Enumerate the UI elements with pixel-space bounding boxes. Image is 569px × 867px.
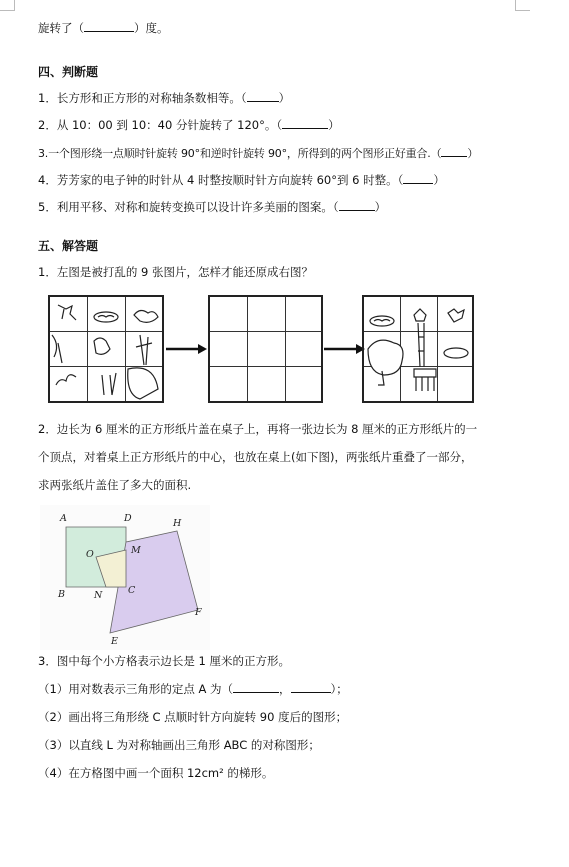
- section4-title: 四、判断题: [38, 65, 99, 79]
- answer-blank[interactable]: [233, 681, 279, 693]
- restored-picture: [364, 297, 472, 401]
- answer-blank[interactable]: [291, 681, 331, 693]
- label-O: O: [86, 549, 94, 560]
- q3-part-1: [38, 681, 348, 697]
- label-F: F: [195, 607, 202, 618]
- judge-item-3: [38, 145, 478, 162]
- label-N: N: [94, 590, 103, 601]
- answer-blank[interactable]: [441, 145, 467, 157]
- q3-part-1-prefix: （1）用对数表示三角形的定点 A 为（: [38, 682, 233, 696]
- scrambled-picture-pieces: [50, 297, 162, 401]
- judge-item-4-text: 4．芳芳家的电子钟的时针从 4 时整按顺时针方向旋转 60°到 6 时整。（: [38, 173, 404, 187]
- q3-part-4: （4）在方格图中画一个面积 12cm² 的梯形。: [38, 766, 274, 780]
- judge-item-1-text: 1．长方形和正方形的对称轴条数相等。（: [38, 91, 247, 105]
- q3-text: 3．图中每个小方格表示边长是 1 厘米的正方形。: [38, 654, 290, 668]
- q3-part-1-mid: ，: [279, 682, 291, 696]
- right-arrow-icon: [322, 343, 366, 355]
- label-A: A: [60, 513, 67, 524]
- top-prefix: 旋转了（: [38, 21, 84, 35]
- label-C: C: [128, 585, 136, 596]
- judge-item-1-end: ）: [278, 91, 291, 105]
- judge-item-3-text: 3.一个图形绕一点顺时针旋转 90°和逆时针旋转 90°，所得到的两个图形正好重合.（: [38, 147, 442, 160]
- page-corner-mark-right: [515, 0, 530, 11]
- judge-item-4: [38, 172, 445, 188]
- q1-text: 1．左图是被打乱的 9 张图片，怎样才能还原成右图？: [38, 265, 313, 279]
- restored-picture-grid: [362, 295, 474, 403]
- label-E: E: [111, 636, 118, 647]
- label-D: D: [124, 513, 132, 524]
- q2-line-1: 2．边长为 6 厘米的正方形纸片盖在桌子上，再将一张边长为 8 厘米的正方形纸片的一: [38, 422, 478, 436]
- judge-item-5: [38, 199, 386, 215]
- judge-item-2: [38, 117, 340, 133]
- label-H: H: [173, 518, 182, 529]
- answer-blank[interactable]: [403, 172, 433, 184]
- judge-item-3-end: ）: [467, 147, 479, 160]
- label-B: B: [58, 589, 65, 600]
- judge-item-4-end: ）: [433, 173, 445, 187]
- q3-part-3: （3）以直线 L 为对称轴画出三角形 ABC 的对称图形；: [38, 738, 320, 752]
- section5-title: 五、解答题: [38, 239, 99, 253]
- q2-line-2: 个顶点，对着桌上正方形纸片的中心，也放在桌上(如下图)，两张纸片重叠了一部分，: [38, 450, 473, 464]
- scrambled-picture-grid: [48, 295, 164, 403]
- judge-item-2-text: 2．从 10：00 到 10：40 分针旋转了 120°。（: [38, 118, 283, 132]
- label-M: M: [131, 545, 141, 556]
- judge-item-5-text: 5．利用平移、对称和旋转变换可以设计许多美丽的图案。（: [38, 200, 339, 214]
- judge-item-2-end: ）: [328, 118, 340, 132]
- q2-line-3: 求两张纸片盖住了多大的面积.: [38, 478, 192, 492]
- judge-item-5-end: ）: [374, 200, 387, 214]
- answer-blank[interactable]: [339, 199, 375, 211]
- empty-answer-grid[interactable]: [208, 295, 323, 403]
- top-question-tail: [38, 20, 169, 36]
- answer-blank[interactable]: [247, 90, 279, 102]
- q3-part-2: （2）画出将三角形绕 C 点顺时针方向旋转 90 度后的图形；: [38, 710, 348, 724]
- overlapping-squares-figure: [40, 505, 210, 650]
- page-corner-mark-left: [0, 0, 15, 11]
- right-arrow-icon: [164, 343, 208, 355]
- judge-item-1: [38, 90, 290, 106]
- q3-part-1-end: ）；: [330, 682, 348, 696]
- answer-blank[interactable]: [84, 20, 134, 32]
- answer-blank[interactable]: [282, 117, 328, 129]
- top-suffix: ）度。: [134, 21, 169, 35]
